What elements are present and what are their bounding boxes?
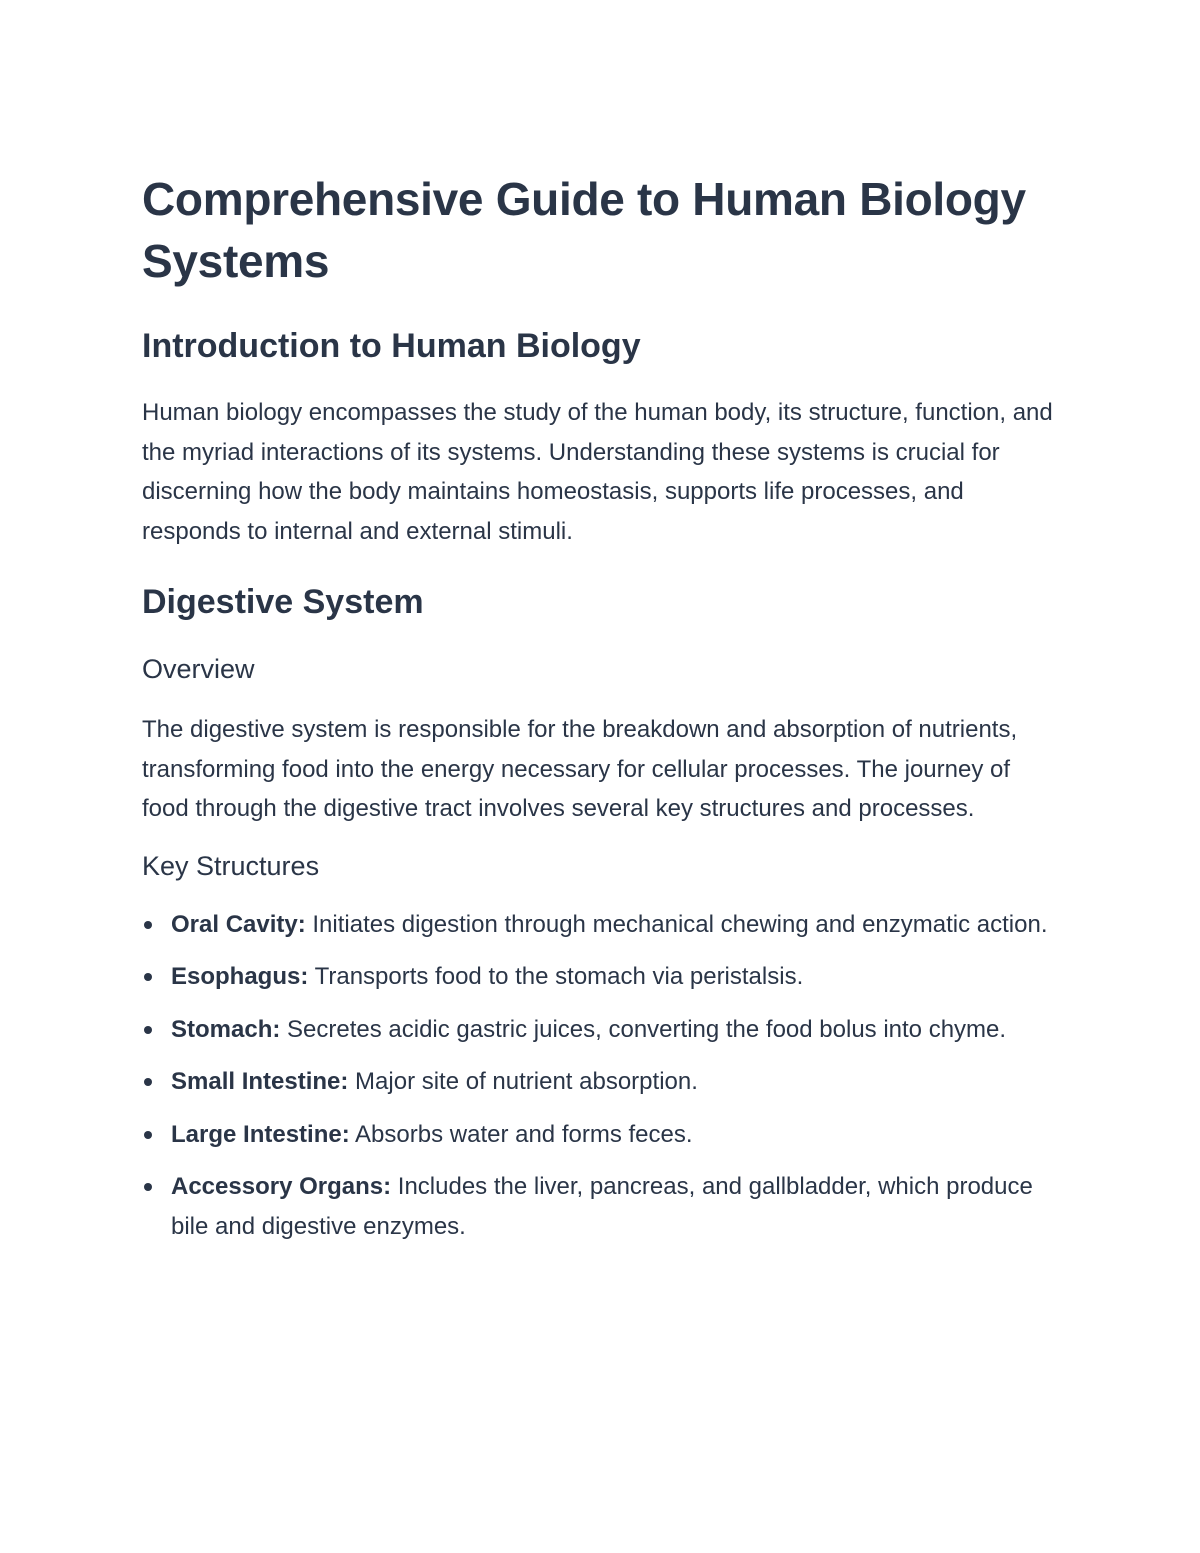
key-structures-heading: Key Structures bbox=[142, 850, 320, 881]
structure-term: Esophagus: bbox=[171, 963, 309, 990]
bullet-icon bbox=[144, 1131, 152, 1139]
bullet-icon bbox=[144, 1183, 152, 1191]
intro-paragraph: Human biology encompasses the study of the human body, its structure, function, and the myriad interactions of its systems. Understanding these systems is crucial for discerning how the body maintains homeostasis, supports life processes, and responds to internal and external stimuli. bbox=[142, 399, 1053, 545]
list-item bbox=[142, 957, 1057, 997]
structure-description: Absorbs water and forms feces. bbox=[349, 1120, 693, 1148]
structure-description: Initiates digestion through mechanical chewing and enzymatic action. bbox=[305, 910, 1048, 938]
bullet-icon bbox=[144, 973, 152, 981]
structure-term: Small Intestine: bbox=[171, 1068, 349, 1095]
list-item bbox=[142, 905, 1057, 945]
document-page bbox=[142, 168, 1057, 1259]
list-item bbox=[142, 1115, 1057, 1155]
overview-paragraph: The digestive system is responsible for the breakdown and absorption of nutrients, transforming food into the energy necessary for cellular processes. The journey of food through the digestive tract involves several key structures and processes. bbox=[142, 716, 1018, 822]
structure-description: Secretes acidic gastric juices, converting the food bolus into chyme. bbox=[280, 1015, 1007, 1043]
structure-description: Major site of nutrient absorption. bbox=[348, 1068, 698, 1095]
list-item bbox=[142, 1167, 1057, 1246]
structure-term: Large Intestine: bbox=[171, 1120, 350, 1148]
overview-heading: Overview bbox=[142, 654, 255, 684]
structure-term: Oral Cavity: bbox=[171, 910, 306, 938]
bullet-icon bbox=[144, 1026, 152, 1034]
structure-description: Transports food to the stomach via peristalsis. bbox=[308, 963, 804, 990]
structure-description: Includes the liver, pancreas, and gallbladder, which produce bile and digestive enzymes. bbox=[171, 1173, 1033, 1240]
structure-term: Accessory Organs: bbox=[171, 1173, 392, 1200]
list-item bbox=[142, 1010, 1057, 1050]
intro-heading: Introduction to Human Biology bbox=[142, 327, 641, 365]
digestive-heading: Digestive System bbox=[142, 583, 424, 621]
list-item bbox=[142, 1062, 1057, 1102]
bullet-icon bbox=[144, 1078, 152, 1086]
structure-term: Stomach: bbox=[171, 1015, 281, 1043]
key-structures-list bbox=[142, 905, 1057, 1247]
bullet-icon bbox=[144, 921, 152, 929]
document-title: Comprehensive Guide to Human Biology Systems bbox=[142, 173, 1026, 287]
